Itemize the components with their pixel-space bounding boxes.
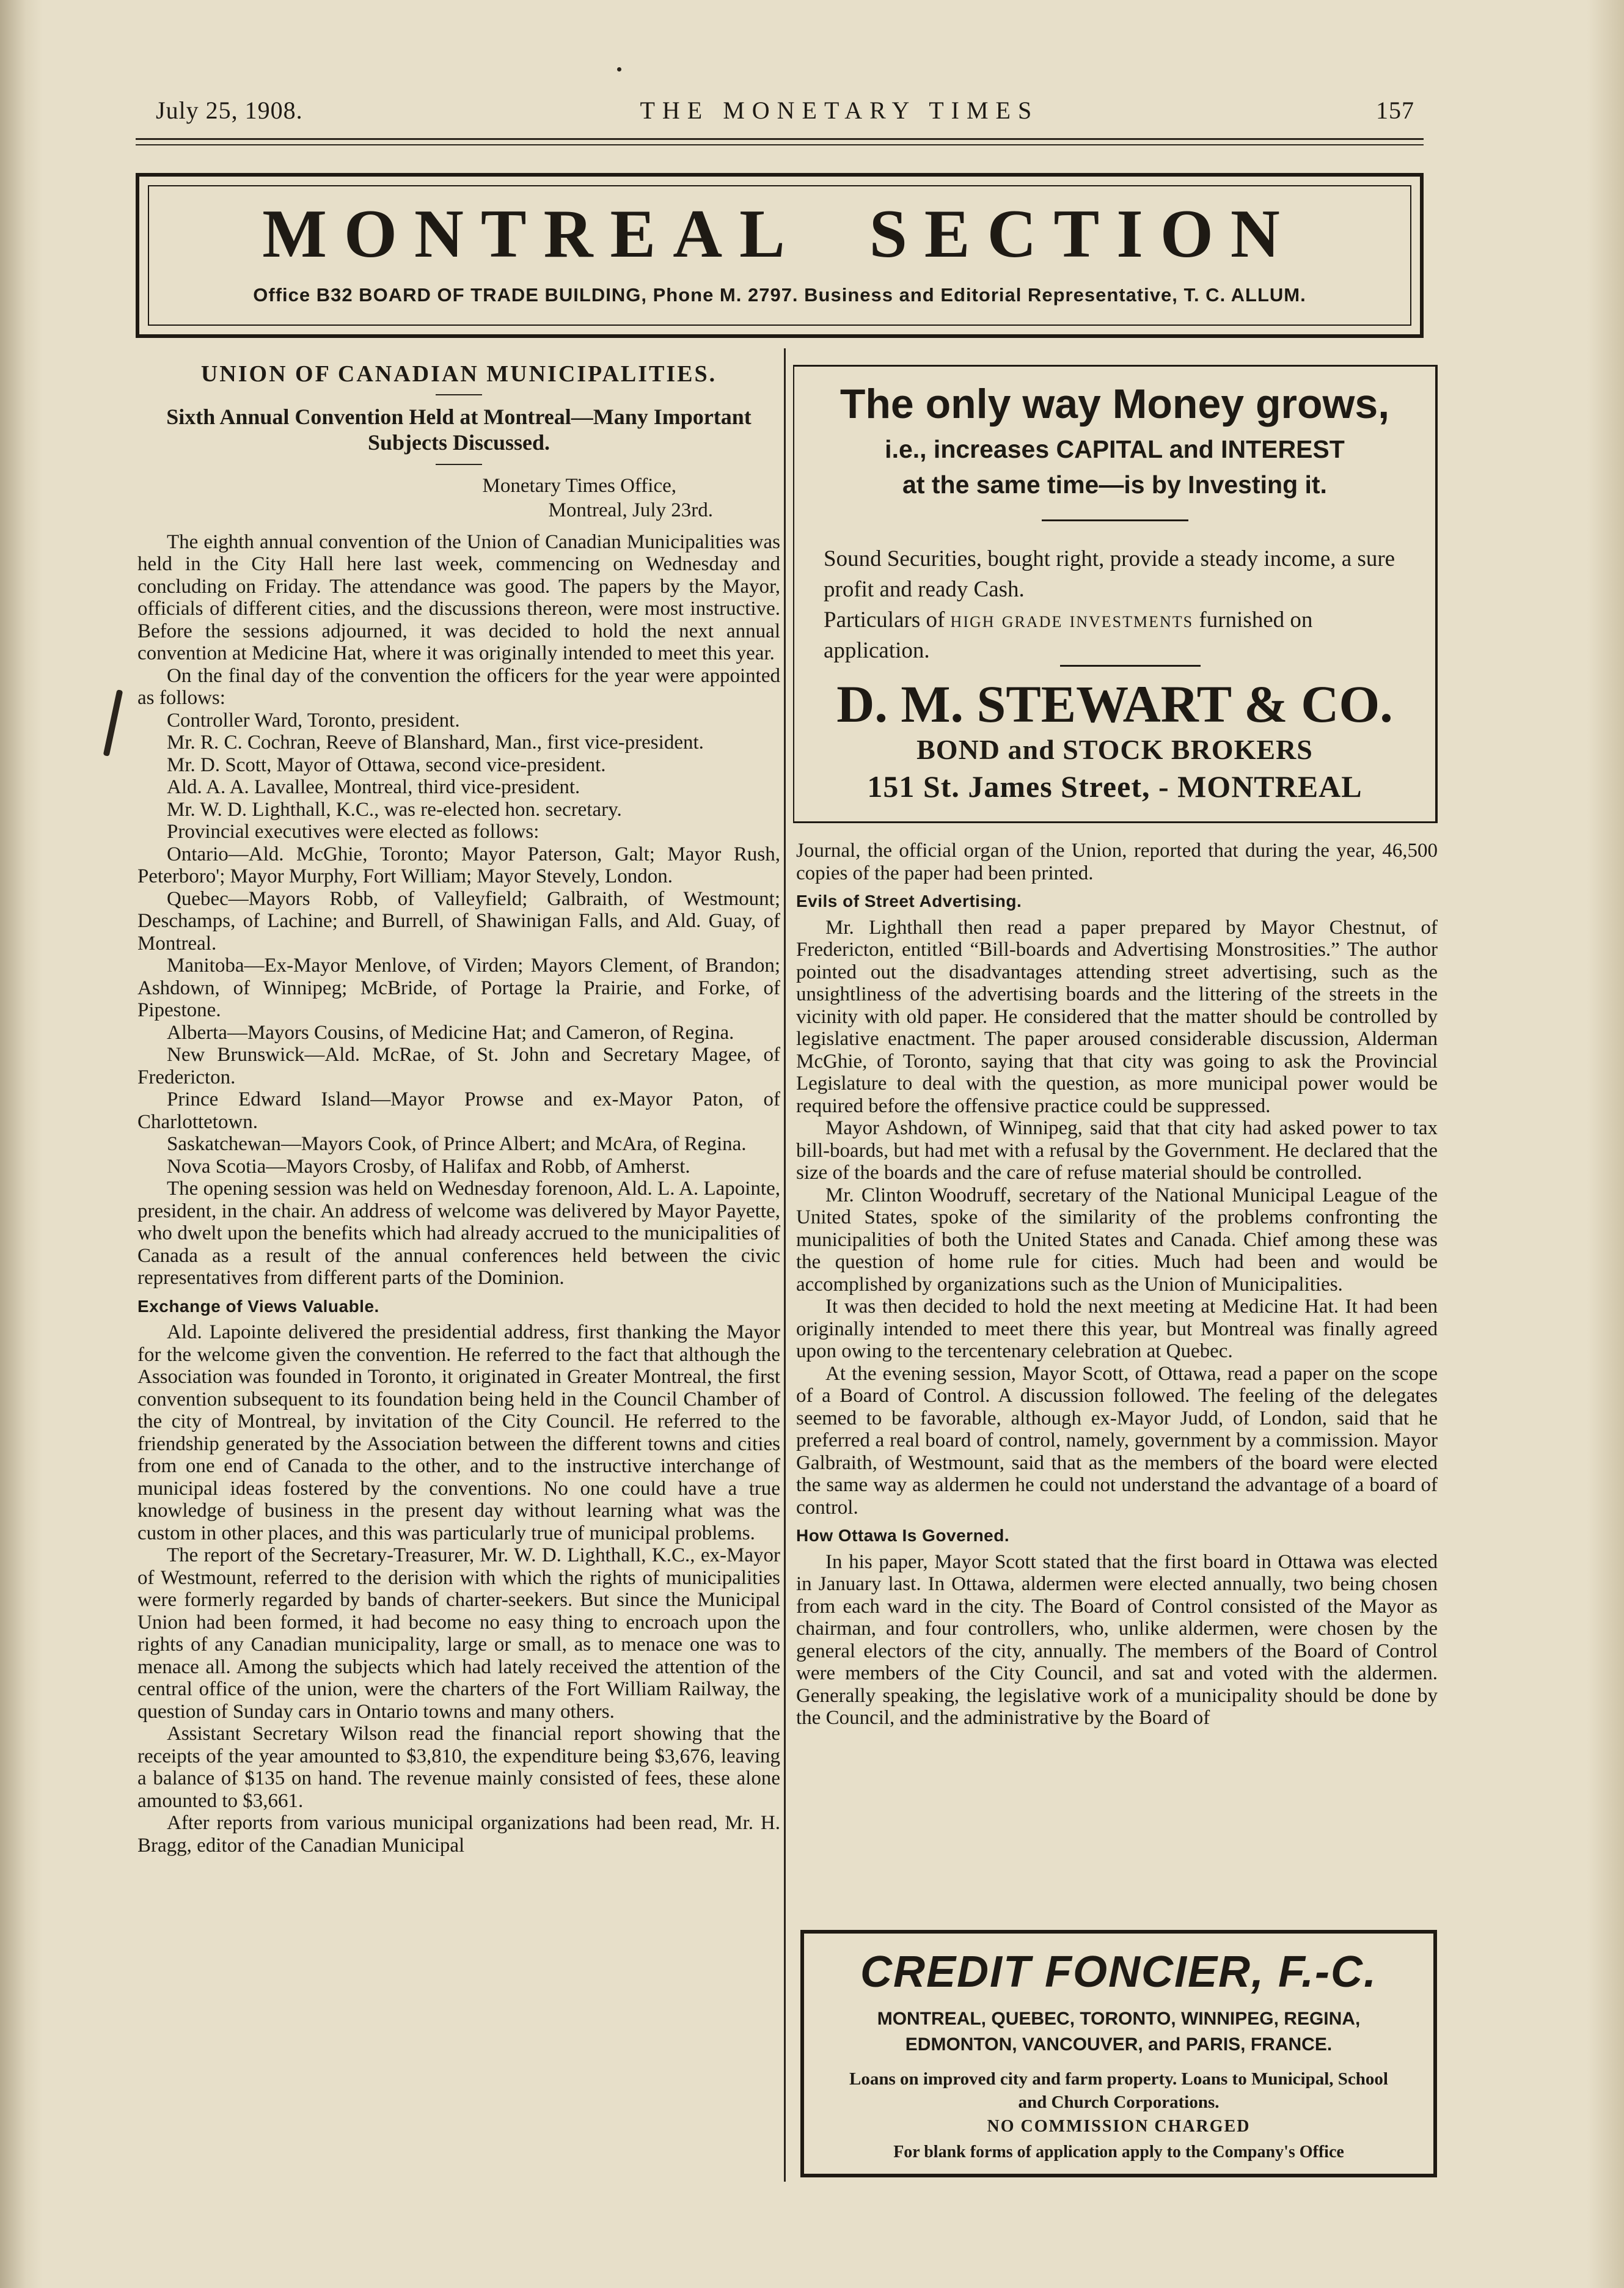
article-subhead: Sixth Annual Convention Held at Montreal—Many Important Subjects Discussed.: [166, 404, 752, 455]
left-paragraph: Mr. D. Scott, Mayor of Ottawa, second vice-president.: [167, 754, 606, 776]
advert-stewart-rule2: [1060, 665, 1201, 667]
advert-stewart-headline: The only way Money grows,: [839, 381, 1390, 427]
section2-paragraph: Mayor Ashdown, of Winnipeg, said that that city had asked power to tax bill-boards, but had met with a refusal by the Government. He declared that the size of the boards and the care of refuse material should be controlled.: [796, 1117, 1438, 1184]
left-paragraph: Nova Scotia—Mayors Crosby, of Halifax and Robb, of Amherst.: [167, 1155, 690, 1178]
dateline: [137, 474, 780, 522]
right-continuation: Journal, the official organ of the Union, reported that during the year, 46,500 copies of the paper had been printed.: [796, 840, 1438, 884]
left-paragraph: Ald. A. A. Lavallee, Montreal, third vice-president.: [167, 776, 580, 798]
advert-stewart-body2-post: furnished on application.: [824, 607, 1313, 663]
left-paragraph: Saskatchewan—Mayors Cook, of Prince Albert; and McAra, of Regina.: [167, 1133, 747, 1155]
article-title: UNION OF CANADIAN MUNICIPALITIES.: [200, 361, 717, 387]
dateline-place: Montreal, July 23rd.: [548, 499, 713, 521]
advert-stewart: [793, 365, 1438, 823]
section1-paragraph: Ald. Lapointe delivered the presidential address, first thanking the Mayor for the welcome given the convention. He referred to the fact that although the Association was founded in Toronto, it originated in Greater Montreal, the first convention subsequent to its foundation being held in the Council Chamber of the city of Montreal, by invitation of the City Council. He referred to the friendship generated by the Association between the different towns and cities from one end of Canada to the other, and to the instructive interchange of municipal ideas fostered by the conventions. No one could have a true knowledge of business in the present day without learning what was the custom in other places, and this was particularly true of municipal problems.: [137, 1321, 780, 1544]
section2-paragraphs: [796, 917, 1438, 1519]
header-date: July 25, 1908.: [156, 96, 303, 124]
left-paragraph: Controller Ward, Toronto, president.: [167, 709, 460, 732]
section3-paragraph: In his paper, Mayor Scott stated that the first board in Ottawa was elected in January last. In Ottawa, aldermen were elected annually, two being chosen from each ward in the city. The Board of Control consisted of the Mayor as chairman, and four controllers, who, unlike aldermen, were chosen by the general electors of the city, annually. The members of the Board of Control were members of the City Council, and sat and voted with the aldermen. Generally speaking, the legislative work of a municipality should be done by the Council, and the administrative by the Board of: [796, 1550, 1438, 1729]
header-publication: THE MONETARY TIMES: [640, 96, 1039, 124]
header-rule-top: [136, 138, 1424, 140]
ink-mark: [103, 689, 123, 757]
section2-paragraph: It was then decided to hold the next meeting at Medicine Hat. It had been originally intended to meet there this year, but Montreal was finally agreed upon owing to the tercentenary celebration at Quebec.: [796, 1296, 1438, 1362]
left-paragraph: Mr. R. C. Cochran, Reeve of Blanshard, Man., first vice-president.: [167, 732, 704, 754]
header-page-number: 157: [1375, 96, 1414, 124]
header-rule-bottom: [136, 144, 1424, 145]
advert-stewart-body: [824, 544, 1411, 666]
column-divider: [784, 348, 786, 2182]
section-banner-subtitle: Office B32 BOARD OF TRADE BUILDING, Phone M. 2797. Business and Editorial Representative, T. C. ALLUM.: [253, 284, 1306, 306]
left-paragraph: The opening session was held on Wednesday forenoon, Ald. L. A. Lapointe, president, in the chair. An address of welcome was delivered by Mayor Payette, who dwelt upon the benefits which had already accrued to the municipalities of Canada as a result of the annual conferences held between the civic representatives from different parts of the Dominion.: [137, 1178, 780, 1289]
advert-credit-loans2: and Church Corporations.: [1018, 2092, 1220, 2112]
advert-credit-cities1: MONTREAL, QUEBEC, TORONTO, WINNIPEG, REGINA,: [877, 2009, 1361, 2029]
section1-paragraph: Assistant Secretary Wilson read the financial report showing that the receipts of the year amounted to $3,810, the expenditure being $3,676, leaving a balance of $135 on hand. The revenue mainly consisted of fees, these alone amounted to $3,661.: [137, 1723, 780, 1812]
subhead-rule: [436, 464, 482, 465]
section2-paragraph: Mr. Lighthall then read a paper prepared by Mayor Chestnut, of Fredericton, entitled “Bill-boards and Advertising Monstrosities.” The author pointed out the disadvantages attending street advertising, such as the unsightliness of the advertising boards and the littering of the streets in the vicinity with old paper. He considered that the matter should be controlled by legislative enactment. The paper aroused considerable discussion, Alderman McGhie, of Toronto, saying that that city was going to ask the Provincial Legislature to deal with the question, as more municipal power would be required before the offensive practice could be suppressed.: [796, 916, 1438, 1117]
advert-credit-blank-forms: For blank forms of application apply to the Company's Office: [893, 2143, 1344, 2162]
section2-paragraph: Mr. Clinton Woodruff, secretary of the National Municipal League of the United States, spoke of the similarity of the problems confronting the municipalities of both the United States and Canada. Chief among these was the question of home rule for cities. Much had been and would be accomplished by organizations such as the Union of Municipalities.: [796, 1184, 1438, 1296]
speck: [617, 67, 621, 72]
advert-credit-loans1: Loans on improved city and farm property. Loans to Municipal, School: [849, 2069, 1388, 2089]
dateline-office: Monetary Times Office,: [482, 474, 676, 497]
left-paragraph: Prince Edward Island—Mayor Prowse and ex-Mayor Paton, of Charlottetown.: [137, 1088, 780, 1133]
left-paragraph: Quebec—Mayors Robb, of Valleyfield; Galbraith, of Westmount; Deschamps, of Lachine; and Burrell, of Shawinigan Falls, and Ald. Guay, of Montreal.: [137, 887, 780, 955]
left-paragraphs: [137, 531, 780, 1289]
left-paragraph: New Brunswick—Ald. McRae, of St. John and Secretary Magee, of Fredericton.: [137, 1044, 780, 1088]
section-heading-exchange: Exchange of Views Valuable.: [137, 1296, 379, 1316]
left-column: [137, 359, 780, 1857]
advert-credit-name: CREDIT FONCIER, F.-C.: [860, 1948, 1377, 1997]
advert-stewart-body2-pre: Particulars of: [824, 607, 945, 632]
left-paragraph: The eighth annual convention of the Union of Canadian Municipalities was held in the City Hall here last week, commencing on Wednesday and concluding on Friday. The attendance was good. The papers by the Mayor, officials of different cities, and the discussions thereon, were most instructive. Before the sessions adjourned, it was decided to hold the next annual convention at Medicine Hat, where it was originally intended to meet this year.: [137, 530, 780, 664]
advert-stewart-firm: D. M. STEWART & CO.: [836, 675, 1393, 733]
left-paragraph: Mr. W. D. Lighthall, K.C., was re-elected hon. secretary.: [167, 798, 622, 821]
title-rule: [436, 394, 482, 395]
advert-stewart-body2: [824, 605, 1411, 666]
section3-paragraphs: [796, 1551, 1438, 1729]
advert-credit-cities2: EDMONTON, VANCOUVER, and PARIS, FRANCE.: [905, 2034, 1333, 2055]
section-banner-title: MONTREAL SECTION: [262, 196, 1297, 272]
left-paragraph: Alberta—Mayors Cousins, of Medicine Hat; and Cameron, of Regina.: [167, 1021, 734, 1044]
section1-paragraphs: [137, 1321, 780, 1857]
left-paragraph: Manitoba—Ex-Mayor Menlove, of Virden; Mayors Clement, of Brandon; Ashdown, of Winnipeg; McBride, of Portage la Prairie, and Forke, of Pipestone.: [137, 955, 780, 1021]
section-banner: [136, 173, 1424, 338]
advert-stewart-body1: Sound Securities, bought right, provide a steady income, a sure profit and ready Cash.: [824, 546, 1395, 602]
advert-stewart-body2-smallcaps: high grade investments: [950, 607, 1194, 632]
right-column: [796, 840, 1438, 1729]
section1-paragraph: After reports from various municipal organizations had been read, Mr. H. Bragg, editor of the Canadian Municipal: [137, 1812, 780, 1857]
left-paragraph: Provincial executives were elected as follows:: [167, 821, 540, 843]
advert-stewart-rule1: [1042, 519, 1188, 521]
advert-credit-no-commission: NO COMMISSION CHARGED: [987, 2117, 1251, 2136]
left-paragraph: Ontario—Ald. McGhie, Toronto; Mayor Paterson, Galt; Mayor Rush, Peterboro'; Mayor Murphy, Fort William; Mayor Stevely, London.: [137, 843, 780, 887]
advert-stewart-firm-sub: BOND and STOCK BROKERS: [916, 734, 1313, 765]
advert-stewart-address: 151 St. James Street, - MONTREAL: [867, 769, 1362, 804]
section1-paragraph: The report of the Secretary-Treasurer, Mr. W. D. Lighthall, K.C., ex-Mayor of Westmount, referred to the derision with which the rights of municipalities were formerly regarded by bands of charter-seekers. But since the Municipal Union had been formed, it had become no easy thing to encroach upon the rights of any Canadian municipality, large or small, as to menace one was to menace all. Among the subjects which had lately received the attention of the central office of the union, were the charters of the Fort William Railway, the question of Sunday cars in Ontario towns and many others.: [137, 1544, 780, 1723]
running-header: [156, 92, 1414, 128]
page-gutter-shadow: [0, 0, 43, 2288]
left-paragraph: On the final day of the convention the officers for the year were appointed as follows:: [137, 664, 780, 709]
advert-stewart-line2: i.e., increases CAPITAL and INTEREST: [885, 435, 1345, 463]
advert-credit-foncier: [800, 1930, 1437, 2177]
section2-paragraph: At the evening session, Mayor Scott, of Ottawa, read a paper on the scope of a Board of Control. A discussion followed. The feeling of the delegates seemed to be favorable, although ex-Mayor Judd, of London, said that he preferred a real board of control, namely, government by a commission. Mayor Galbraith, of Westmount, said that as the members of the board were elected the same way as aldermen he could not understand the advantage of a board of control.: [796, 1362, 1438, 1519]
page-edge: [1587, 0, 1624, 2288]
section-heading-evils: Evils of Street Advertising.: [796, 892, 1022, 911]
advert-stewart-line3: at the same time—is by Investing it.: [902, 471, 1327, 499]
section-heading-ottawa: How Ottawa Is Governed.: [796, 1526, 1010, 1545]
